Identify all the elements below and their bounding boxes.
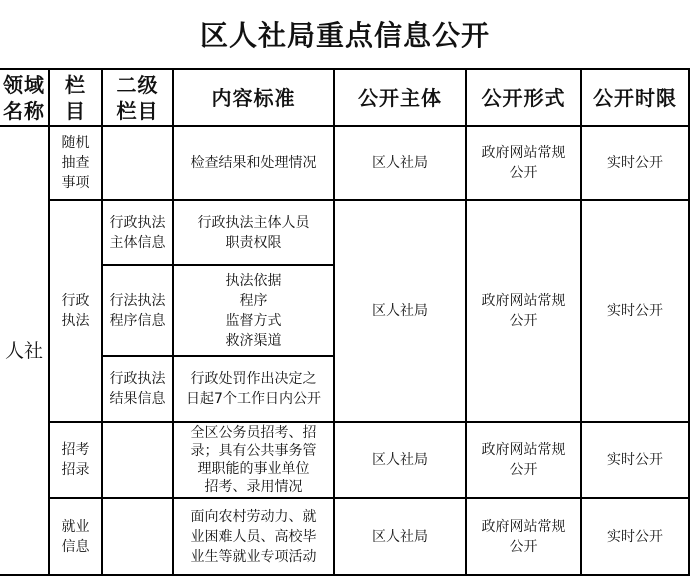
content-random-check: 检查结果和处理情况 bbox=[190, 155, 317, 171]
column-random-check: 随机 抽查 事项 bbox=[61, 135, 90, 191]
header-domain: 领域 名称 bbox=[3, 72, 45, 123]
form-random-check: 政府网站常规 公开 bbox=[481, 145, 566, 181]
header-subcolumn: 二级 栏目 bbox=[116, 72, 159, 123]
domain-name-cell: 人社 bbox=[4, 339, 43, 362]
time-employment: 实时公开 bbox=[607, 528, 663, 545]
content-recruitment: 全区公务员招考、招 录；具有公共事务管 理职能的事业单位 招考、录用情况 bbox=[190, 425, 317, 495]
header-column: 栏 目 bbox=[65, 72, 86, 123]
content-enforcement-subject: 行政执法主体人员 职责权限 bbox=[197, 214, 310, 251]
column-employment: 就业 信息 bbox=[61, 518, 90, 555]
time-recruitment: 实时公开 bbox=[607, 452, 663, 468]
content-employment: 面向农村劳动力、就 业困难人员、高校毕 业生等就业专项活动 bbox=[190, 508, 317, 565]
subcolumn-enforcement-procedure: 行法执法 程序信息 bbox=[109, 292, 166, 329]
form-recruitment: 政府网站常规 公开 bbox=[481, 442, 566, 478]
column-recruitment: 招考 招录 bbox=[61, 442, 90, 478]
header-time: 公开时限 bbox=[593, 85, 677, 110]
header-content: 内容标准 bbox=[211, 85, 296, 110]
page-title: 区人社局重点信息公开 bbox=[199, 19, 490, 52]
form-employment: 政府网站常规 公开 bbox=[481, 518, 566, 555]
content-enforcement-result: 行政处罚作出决定之 日起7个工作日内公开 bbox=[186, 371, 321, 407]
subject-random-check: 区人社局 bbox=[372, 155, 428, 171]
time-enforcement: 实时公开 bbox=[607, 303, 663, 319]
header-form: 公开形式 bbox=[481, 85, 566, 110]
column-enforcement: 行政 执法 bbox=[61, 293, 90, 329]
content-enforcement-procedure: 执法依据 程序 监督方式 救济渠道 bbox=[225, 272, 282, 349]
subcolumn-enforcement-subject: 行政执法 主体信息 bbox=[109, 214, 166, 251]
subject-employment: 区人社局 bbox=[372, 528, 428, 545]
subcolumn-enforcement-result: 行政执法 结果信息 bbox=[109, 371, 166, 407]
subject-enforcement: 区人社局 bbox=[372, 303, 428, 319]
time-random-check: 实时公开 bbox=[607, 155, 663, 171]
form-enforcement: 政府网站常规 公开 bbox=[481, 293, 566, 329]
header-subject: 公开主体 bbox=[358, 85, 442, 110]
subject-recruitment: 区人社局 bbox=[372, 452, 428, 468]
